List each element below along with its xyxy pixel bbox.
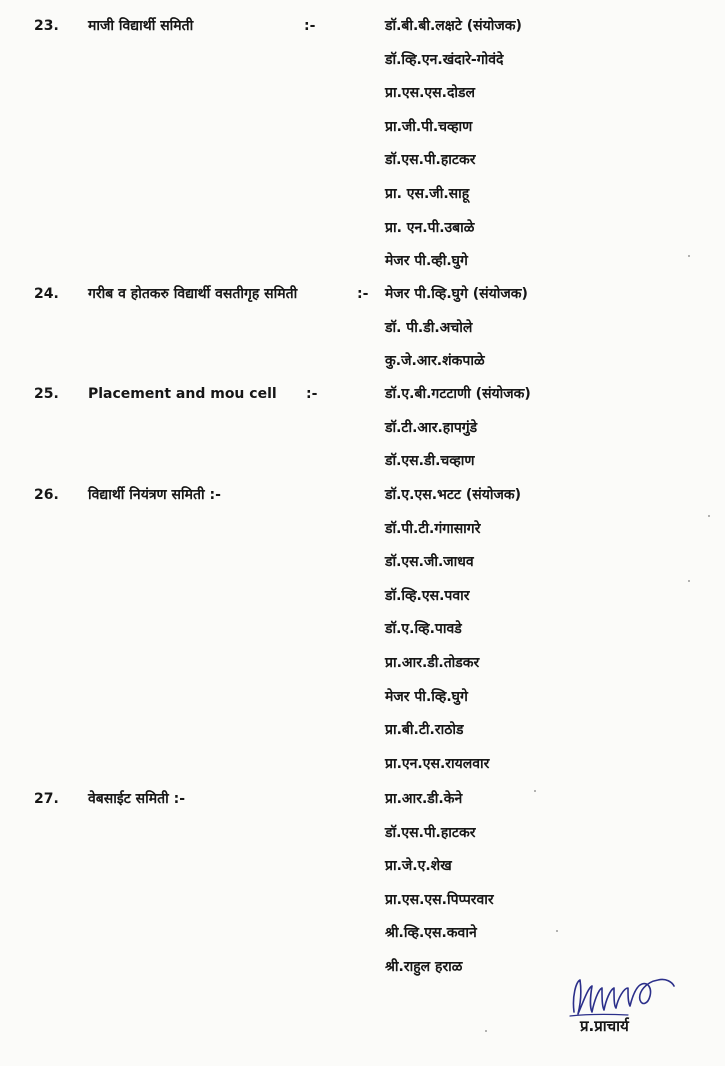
member-name: प्रा.बी.टी.राठोड — [385, 722, 464, 739]
committee-title: गरीब व होतकरु विद्यार्थी वसतीगृह समिती — [88, 286, 298, 302]
member-name: डॉ.टी.आर.हापगुंडे — [385, 419, 478, 436]
separator: :- — [357, 286, 369, 302]
member-name: डॉ.बी.बी.लक्षटे (संयोजक) — [385, 18, 522, 34]
committee-title: माजी विद्यार्थी समिती — [88, 18, 194, 34]
member-name: डॉ.व्हि.एस.पवार — [385, 587, 470, 604]
member-name: प्रा.जी.पी.चव्हाण — [385, 118, 473, 135]
member-name: श्री.राहुल हराळ — [385, 959, 463, 975]
member-name: कु.जे.आर.शंकपाळे — [385, 353, 485, 370]
section-number: 23. — [34, 18, 59, 34]
member-name: प्रा.एन.एस.रायलवार — [385, 755, 490, 772]
member-name: प्रा. एस.जी.साहू — [385, 186, 470, 202]
member-name: डॉ.पी.टी.गंगासागरे — [385, 520, 481, 537]
member-name: प्रा.आर.डी.केने — [385, 791, 463, 807]
section-number: 27. — [34, 791, 59, 807]
member-name: प्रा.एस.एस.दोडल — [385, 85, 476, 102]
member-name: मेजर पी.व्ही.घुगे — [385, 253, 468, 270]
member-name: डॉ.एस.पी.हाटकर — [385, 824, 476, 841]
member-name: प्रा. एन.पी.उबाळे — [385, 219, 475, 236]
member-name: मेजर पी.व्हि.घुगे (संयोजक) — [385, 286, 528, 302]
committee-title: विद्यार्थी नियंत्रण समिती :- — [88, 487, 221, 503]
principal-title: प्र.प्राचार्य — [580, 1017, 629, 1035]
section-number: 26. — [34, 487, 59, 503]
committee-title: वेबसाईट समिती :- — [88, 791, 186, 807]
scan-speck — [688, 580, 690, 582]
scan-speck — [485, 1030, 487, 1032]
member-name: डॉ. पी.डी.अचोले — [385, 319, 473, 336]
scan-speck — [708, 515, 710, 517]
member-name: प्रा.एस.एस.पिप्परवार — [385, 891, 494, 908]
member-name: श्री.व्हि.एस.कवाने — [385, 925, 477, 942]
member-name: डॉ.ए.व्हि.पावडे — [385, 621, 462, 638]
committee-title: Placement and mou cell — [88, 386, 277, 402]
section-number: 25. — [34, 386, 59, 402]
separator: :- — [306, 386, 318, 402]
member-name: मेजर पी.व्हि.घुगे — [385, 688, 468, 705]
separator: :- — [304, 18, 316, 34]
member-name: डॉ.ए.एस.भटट (संयोजक) — [385, 487, 521, 503]
signature-icon — [568, 974, 680, 1020]
member-name: प्रा.जे.ए.शेख — [385, 858, 452, 875]
scan-speck — [556, 930, 558, 932]
member-name: डॉ.व्हि.एन.खंदारे-गोवंदे — [385, 51, 504, 68]
member-name: डॉ.एस.डी.चव्हाण — [385, 453, 475, 470]
scan-speck — [688, 255, 690, 257]
member-name: डॉ.एस.पी.हाटकर — [385, 152, 476, 169]
member-name: डॉ.ए.बी.गटटाणी (संयोजक) — [385, 386, 531, 402]
section-number: 24. — [34, 286, 59, 302]
member-name: प्रा.आर.डी.तोडकर — [385, 655, 480, 671]
member-name: डॉ.एस.जी.जाधव — [385, 554, 474, 571]
scan-speck — [534, 790, 536, 792]
